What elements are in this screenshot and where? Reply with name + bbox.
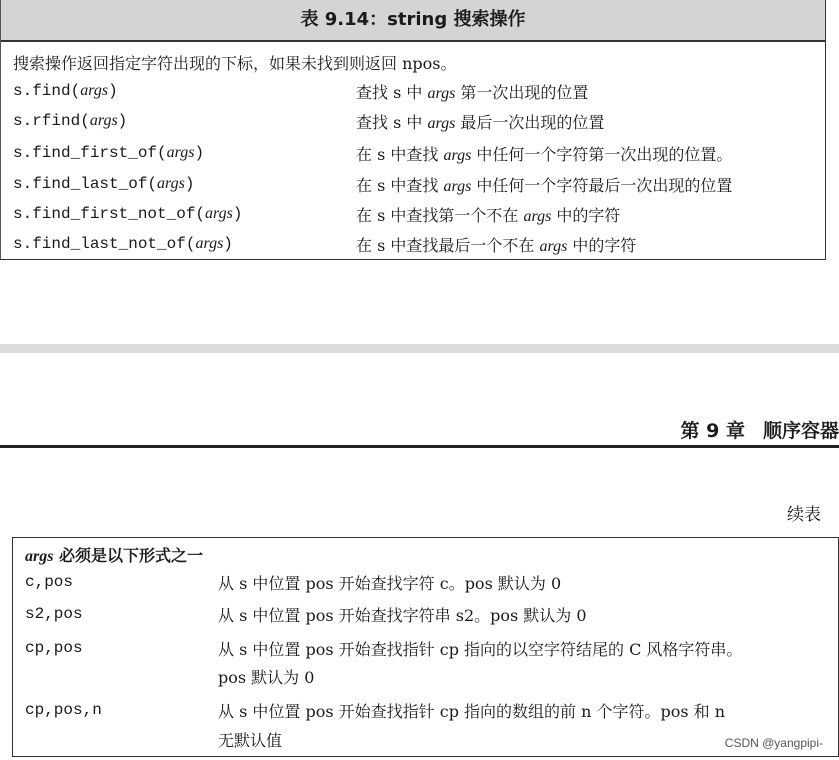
arg: args	[195, 235, 224, 252]
paren: )	[108, 82, 118, 100]
arg-form: cp,pos,n	[25, 701, 102, 719]
table-row	[13, 80, 589, 102]
arg: args	[427, 115, 456, 132]
description	[356, 110, 604, 133]
arg: args	[427, 85, 456, 102]
text: 中的字符	[551, 206, 621, 225]
description: 从 s 中位置 pos 开始查找指针 cp 指向的数组的前 n 个字符。pos 和 n	[218, 702, 726, 721]
arg-form: cp,pos	[25, 639, 83, 657]
table-row	[25, 637, 743, 687]
arg-form: c,pos	[25, 573, 74, 591]
text: 中任何一个字符最后一次出现的位置	[471, 176, 733, 195]
header-rule	[0, 445, 839, 448]
paren: )	[184, 175, 195, 193]
description	[356, 80, 588, 103]
text: 必须是以下形式之一	[53, 546, 204, 565]
description	[356, 203, 620, 226]
chapter-header	[663, 416, 839, 443]
arg: args	[89, 112, 118, 129]
text: 在 s 中查找最后一个不在	[356, 236, 540, 255]
text: 第一次出现的位置	[455, 83, 589, 102]
function-name: s.find_first_not_of(	[13, 205, 206, 223]
text: 中任何一个字符第一次出现的位置。	[471, 145, 733, 164]
table-title: 表 9.14：string 搜索操作	[1, 0, 825, 42]
arg: args	[166, 144, 195, 161]
description: 从 s 中位置 pos 开始查找指针 cp 指向的以空字符结尾的 C 风格字符串。	[218, 640, 743, 659]
arg: args	[25, 548, 54, 565]
table-note: 搜索操作返回指定字符出现的下标，如果未找到则返回 npos。	[13, 54, 457, 73]
arg-form: s2,pos	[25, 605, 83, 623]
function-name: s.find(	[13, 82, 81, 100]
text: 在 s 中查找第一个不在	[356, 206, 524, 225]
string-search-table	[0, 0, 826, 260]
text: 查找 s 中	[356, 113, 428, 132]
paren: )	[194, 144, 205, 162]
function-name: s.find_last_of(	[13, 175, 158, 193]
table-row	[25, 699, 726, 750]
description-cont: pos 默认为 0	[218, 668, 315, 687]
description	[356, 142, 732, 165]
arg: args	[443, 147, 472, 164]
text: 在 s 中查找	[356, 176, 444, 195]
table-row	[13, 110, 605, 132]
function-name: s.find_first_of(	[13, 144, 167, 162]
function-name: s.rfind(	[13, 112, 90, 130]
text: 查找 s 中	[356, 83, 428, 102]
arg: args	[157, 175, 185, 192]
page-separator	[0, 344, 839, 353]
paren: )	[232, 205, 243, 223]
text: 在 s 中查找	[356, 145, 444, 164]
table-row	[13, 233, 637, 255]
table-row	[13, 142, 733, 164]
arg: args	[539, 238, 568, 255]
table-row	[25, 571, 562, 593]
description	[356, 173, 732, 196]
function-name: s.find_last_not_of(	[13, 235, 196, 253]
text: 中的字符	[567, 236, 637, 255]
paren: )	[223, 235, 233, 253]
description	[356, 233, 636, 256]
watermark: CSDN @yangpipi-	[724, 736, 823, 750]
arg: args	[523, 208, 552, 225]
arg: args	[443, 178, 472, 195]
table-header	[25, 543, 203, 566]
arg: args	[80, 82, 109, 99]
table-row	[25, 603, 587, 625]
description-cont: 无默认值	[218, 731, 283, 750]
text: 最后一次出现的位置	[455, 113, 605, 132]
description: 从 s 中位置 pos 开始查找字符串 s2。pos 默认为 0	[218, 606, 587, 625]
table-row	[13, 203, 621, 225]
continued-label: 续表	[787, 505, 821, 525]
chapter-title: 顺序容器	[762, 420, 839, 442]
args-forms-table	[12, 537, 839, 757]
paren: )	[117, 112, 128, 130]
arg: args	[205, 205, 233, 222]
chapter-number: 第 9 章	[680, 420, 745, 442]
table-row	[13, 173, 733, 195]
description: 从 s 中位置 pos 开始查找字符 c。pos 默认为 0	[218, 574, 562, 593]
